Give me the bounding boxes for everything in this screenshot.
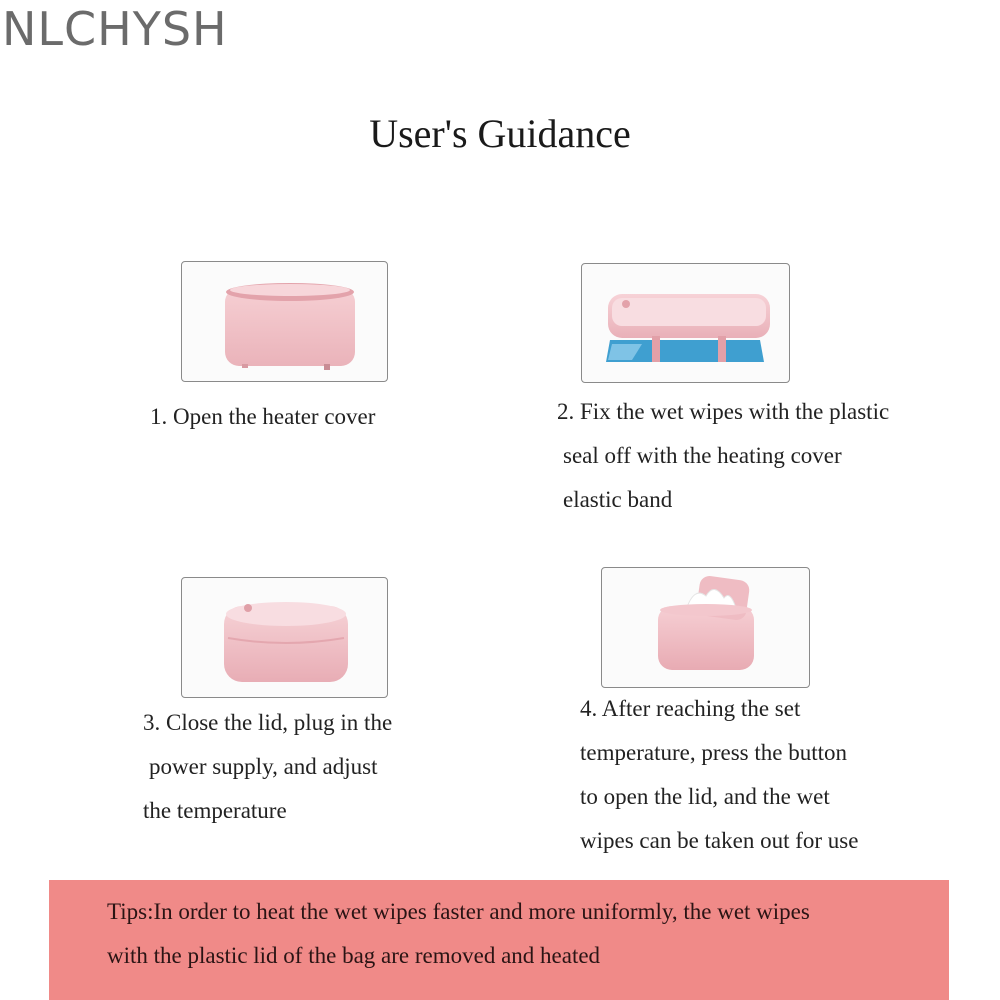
step-line: elastic band xyxy=(563,487,673,512)
step-line: temperature, press the button xyxy=(580,740,847,765)
step-line: 1. Open the heater cover xyxy=(150,404,376,429)
step-4-text xyxy=(580,687,858,863)
step-line: 2. Fix the wet wipes with the plastic xyxy=(557,399,890,424)
page-title: User's Guidance xyxy=(369,111,631,156)
step-3-image xyxy=(181,577,388,698)
step-1-text xyxy=(150,395,375,439)
step-line: to open the lid, and the wet xyxy=(580,784,830,809)
step-line: wipes can be taken out for use xyxy=(580,828,859,853)
closed-pink-box-icon xyxy=(182,578,386,696)
tips-line: with the plastic lid of the bag are removed and heated xyxy=(107,943,601,968)
step-4-image xyxy=(601,567,810,688)
step-line: the temperature xyxy=(143,798,287,823)
tips-banner xyxy=(49,880,949,1000)
step-line: seal off with the heating cover xyxy=(563,443,842,468)
lid-with-wipes-bag-icon xyxy=(582,264,788,381)
step-3-text xyxy=(143,701,392,833)
open-pink-box-icon xyxy=(182,262,386,380)
step-1-image xyxy=(181,261,388,382)
step-2-image xyxy=(581,263,790,383)
brand-logo-text: NLCHYSH xyxy=(2,2,228,56)
step-line: 3. Close the lid, plug in the xyxy=(143,710,393,735)
open-lid-wipes-box-icon xyxy=(602,568,808,686)
tips-line: Tips:In order to heat the wet wipes faster and more uniformly, the wet wipes xyxy=(107,899,810,924)
step-line: power supply, and adjust xyxy=(149,754,378,779)
step-line: 4. After reaching the set xyxy=(580,696,801,721)
step-2-text xyxy=(557,390,889,522)
